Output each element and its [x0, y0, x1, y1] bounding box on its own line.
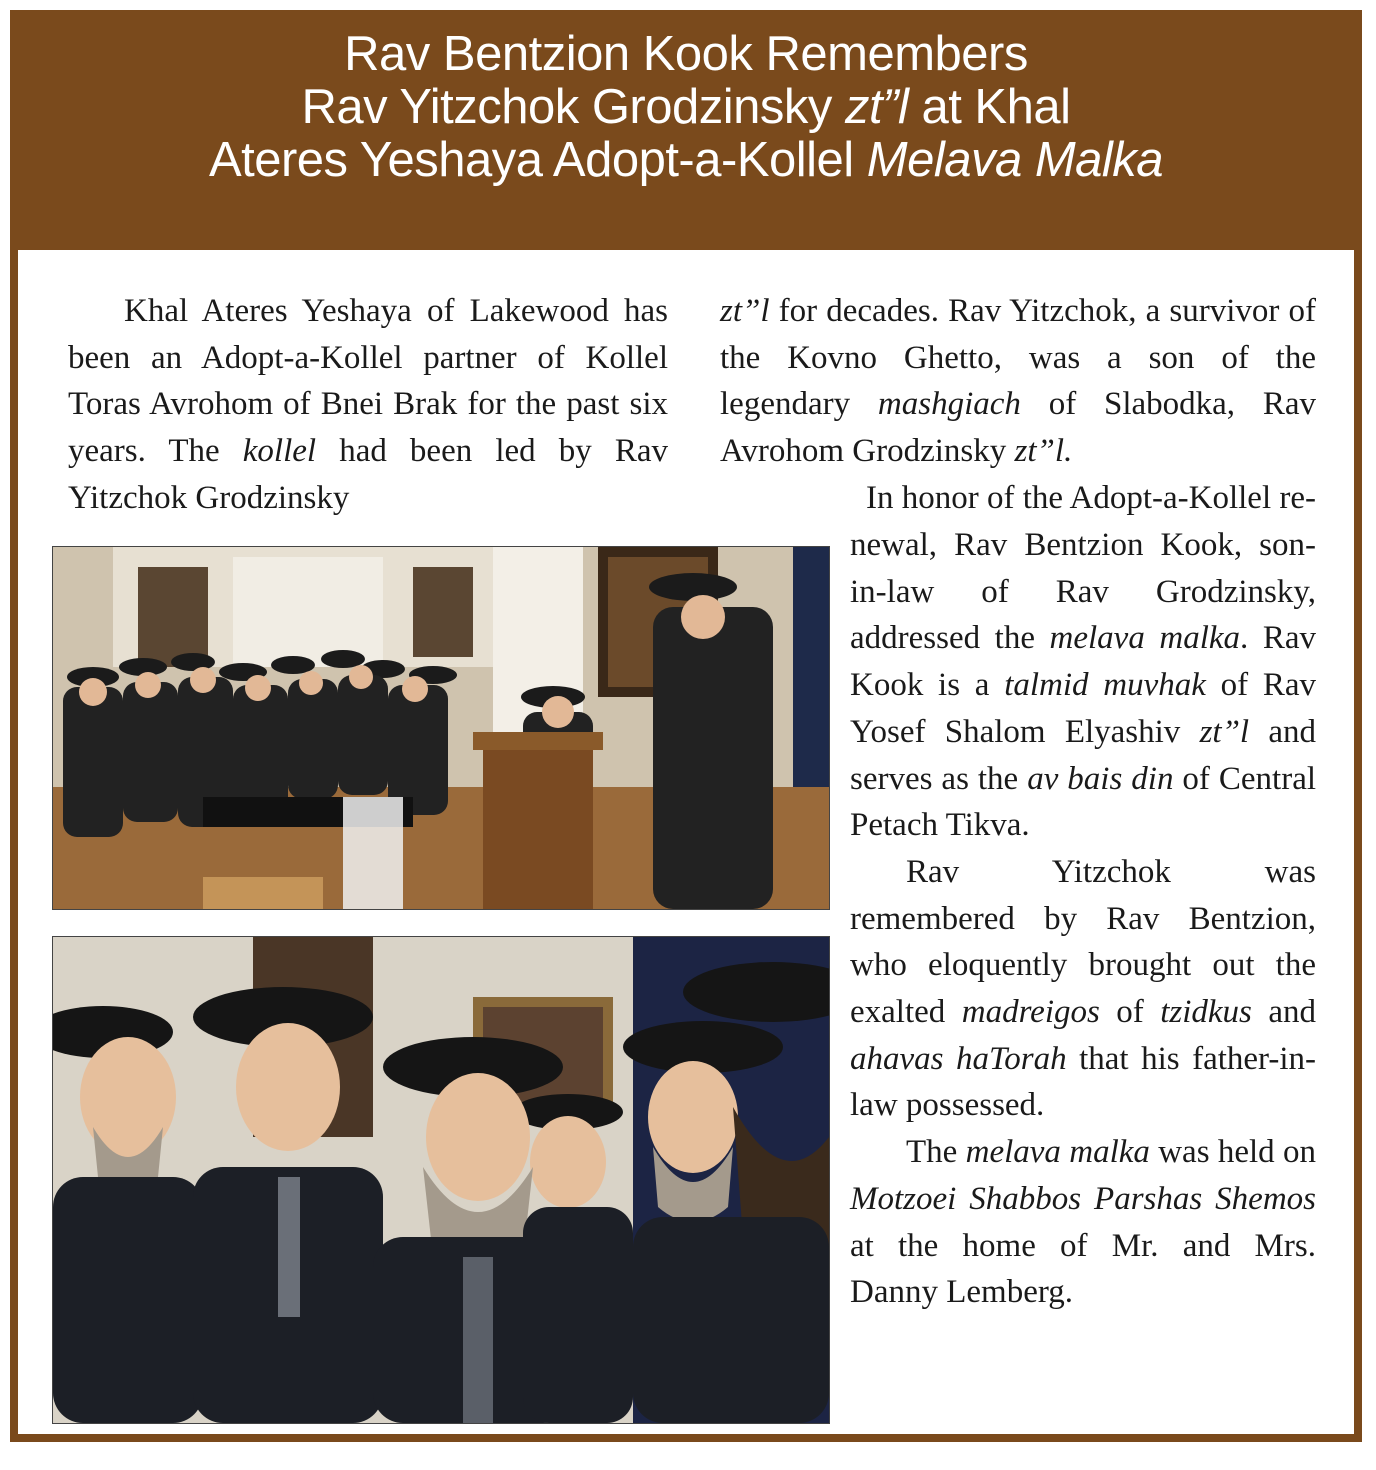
paragraph-2-continued: newal, Rav Bentzion Kook, son-in-law of Rav Grodzinsky, addressed the melava malka. Rav Kook is a talmid muvhak of Rav Yosef Shalom Elyashiv zt”l and serves as the av bais din of Central Petach Tikva. [850, 527, 1317, 844]
paragraph-4: The melava malka was held on Motzoei Shabbos Parshas Shemos at the home of Mr. and Mrs. Danny Lemberg. [850, 1134, 1316, 1311]
column-right-top [720, 288, 1316, 522]
paragraph-3: Rav Yitzchok was remembered by Rav Bentzion, who eloquently brought out the exalted madreigos of tzidkus and ahavas haTorah that his father-in-law possessed. [850, 853, 1317, 1124]
event-photo-gathering-illustration [53, 547, 829, 909]
paragraph-1-continued: zt”l for decades. Rav Yitzchok, a survivor of the Kovno Ghetto, was a son of the legendary mashgiach of Slabodka, Rav Avrohom Grodzinsky zt”l. [720, 293, 1316, 470]
article-frame [10, 10, 1362, 1442]
paragraph-1: Khal Ateres Yeshaya of Lakewood has been an Adopt-a-Kollel partner of Kollel Toras Avrohom of Bnei Brak for the past six years. The kollel had been led by Rav Yitzchok Grodzinsky [68, 293, 668, 516]
headline-line-2: Rav Yitzchok Grodzinsky zt”l at Khal [301, 80, 1071, 134]
column-left [68, 288, 668, 522]
event-photo-greeting [52, 936, 830, 1424]
paragraph-2-start: In honor of the Adopt-a-Kollel re- [866, 479, 1316, 516]
headline-line-3: Ateres Yeshaya Adopt-a-Kollel Melava Malka [208, 133, 1164, 187]
article-body-panel [18, 250, 1354, 1434]
column-right-bottom [850, 522, 1316, 1316]
event-photo-greeting-illustration [53, 937, 829, 1423]
headline-line-1: Rav Bentzion Kook Remembers [344, 27, 1028, 81]
article-headline [10, 28, 1362, 187]
event-photo-gathering [52, 546, 830, 910]
